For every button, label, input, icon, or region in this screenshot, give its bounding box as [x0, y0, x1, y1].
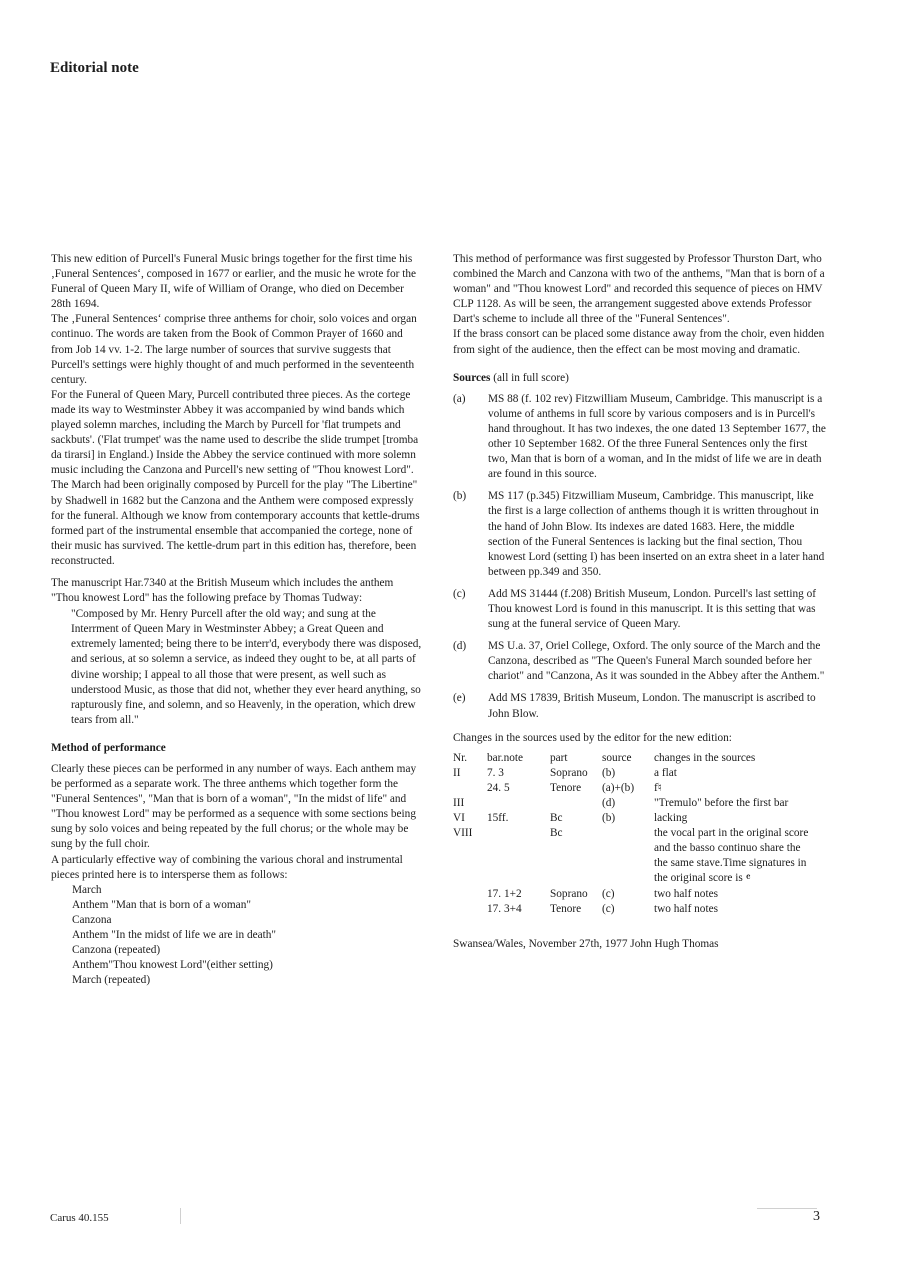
table-cell	[487, 796, 550, 811]
table-cell: Bc	[550, 827, 563, 840]
source-item	[453, 691, 829, 721]
table-cell: (c)	[602, 887, 615, 900]
table-cell: f♮	[654, 781, 662, 794]
column-header: Nr.	[453, 751, 468, 764]
source-item	[453, 392, 829, 483]
table-cell: II	[453, 766, 461, 779]
source-label: (a)	[453, 392, 466, 405]
table-cell: (b)	[602, 766, 616, 779]
table-cell: III	[453, 797, 465, 809]
sources-title: Sources	[453, 371, 491, 384]
sequence-intro: A particularly effective way of combining the various choral and instrumental pieces printed here is to intersperse them as follows:	[51, 853, 403, 881]
table-header-row	[453, 751, 814, 766]
column-header: changes in the sources	[654, 751, 756, 764]
intro-paragraph: This new edition of Purcell's Funeral Music brings together for the first time his ‚Funeral Sentences‘, composed in 1677 or earlier, and the music he wrote for the Funeral of Queen Mary II, wife of William of Orange, who died on December 28th 1694.	[51, 253, 417, 311]
method-paragraph: Clearly these pieces can be performed in any number of ways. Each anthem may be performed as a separate work. The three anthems which together form the "Funeral Sentences", "Man that is born of a woman", "In the midst of life" and "Thou knowest Lord" may be performed as a sequence with some sections being sung by solo voices and being repeated by the full chorus; or the whole may be sung by the full choir.	[51, 763, 417, 851]
table-cell: Tenore	[550, 781, 582, 794]
source-label: (e)	[453, 692, 466, 705]
footer-rule	[757, 1208, 817, 1209]
table-cell: Soprano	[550, 887, 588, 900]
table-cell: the vocal part in the original score and the basso continuo share the the same stave.Time signatures in the original score is 𝄴	[654, 827, 809, 885]
table-cell: two half notes	[654, 887, 719, 900]
source-text: MS 117 (p.345) Fitzwilliam Museum, Cambridge. This manuscript, like the first is a large collection of anthems though it is written throughout in the hand of John Blow. Its indexes are dated 1683. Here, the middle section of the Funeral Sentences is lacking but the final section, Thou knowest Lord (setting I) has been inserted on an extra sheet in a later hand between pp.349 and 350.	[488, 490, 825, 578]
source-item	[453, 489, 829, 580]
table-row	[453, 781, 814, 796]
right-column	[453, 252, 829, 952]
changes-intro: Changes in the sources used by the editor for the new edition:	[453, 731, 732, 744]
signature-line: Swansea/Wales, November 27th, 1977 John Hugh Thomas	[453, 937, 719, 950]
tudway-quote: "Composed by Mr. Henry Purcell after the old way; and sung at the Interrment of Queen Mary in Westminster Abbey; a Great Queen and extremely lamented; being there to be interr'd, everybody there was disposed, and serious, at so solemn a service, as indeed they ought to be, at all parts of divine worship; I appeal to all those that were present, as well such as understood Music, as those that did not, whether they ever heard anything, so rapturously fine, and solemn, and so Heavenly, in the operation, which drew tears from all."	[71, 608, 422, 726]
sequence-item: Anthem"Thou knowest Lord"(either setting)	[72, 959, 273, 972]
table-cell: Soprano	[550, 766, 588, 779]
table-row	[453, 826, 814, 886]
sequence-item: Anthem "Man that is born of a woman"	[72, 898, 251, 911]
source-text: MS 88 (f. 102 rev) Fitzwilliam Museum, Cambridge. This manuscript is a volume of anthems in full score by various composers and is in Purcell's hand throughout. It has two indexes, the one dated 13 September 1677, the other 10 September 1682. Of the three Funeral Sentences only the first two, Man that is born of a woman, and In the midst of life we are in death are found in this source.	[488, 392, 826, 481]
table-cell: (a)+(b)	[602, 781, 635, 794]
table-cell	[602, 826, 654, 886]
table-cell: VIII	[453, 827, 473, 840]
table-cell: 7. 3	[487, 766, 504, 779]
table-cell: Bc	[550, 812, 563, 825]
table-cell	[487, 826, 550, 886]
page-title: Editorial note	[50, 60, 139, 76]
table-cell	[453, 887, 487, 902]
footer-divider	[180, 1208, 181, 1224]
page-number: 3	[813, 1209, 820, 1224]
table-cell: a flat	[654, 766, 677, 779]
sequence-item: March (repeated)	[72, 974, 151, 987]
queen-mary-paragraph: For the Funeral of Queen Mary, Purcell contributed three pieces. As the cortege made its way to Westminster Abbey it was accompanied by wind bands which played solemn marches, including the March by Purcell for 'flat trumpets and sackbuts'. ('Flat trumpet' was the name used to describe the slide trumpet [tromba da tirarsi] in England.) Inside the Abbey the service continued with more solemn music including the Canzona and Purcell's new setting of "Thou knowest Lord". The March had been originally composed by Purcell for the play "The Libertine" by Shadwell in 1682 but the Canzona and the Anthem were composed expressly for the funeral. Although we know from contemporary accounts that kettle-drums formed part of the instrumental ensemble that accompanied the cortege, none of their music has survived. The kettle-drum part in this edition has, therefore, been reconstructed.	[51, 388, 420, 567]
sequence-item: Canzona	[72, 913, 112, 926]
catalog-number: Carus 40.155	[50, 1212, 109, 1224]
left-column	[51, 252, 423, 988]
source-label: (c)	[453, 587, 466, 600]
source-text: MS U.a. 37, Oriel College, Oxford. The only source of the March and the Canzona, described as "The Queen's Funeral March sounded before her chariot" and "Canzona, As it was sounded in the Abbey after the Anthem."	[488, 640, 825, 683]
table-cell: two half notes	[654, 902, 719, 915]
source-item	[453, 639, 829, 684]
sequence-item: March	[72, 883, 102, 896]
table-cell: "Tremulo" before the first bar	[654, 797, 789, 809]
sources-note: (all in full score)	[493, 371, 569, 384]
table-row	[453, 766, 814, 781]
method-heading: Method of performance	[51, 741, 166, 754]
source-label: (b)	[453, 490, 467, 503]
sources-list	[453, 392, 829, 722]
table-cell: (b)	[602, 812, 616, 825]
table-cell: VI	[453, 812, 465, 825]
sources-heading	[453, 371, 829, 386]
brass-paragraph: If the brass consort can be placed some distance away from the choir, even hidden from sight of the audience, then the effect can be most moving and dramatic.	[453, 328, 825, 356]
table-cell	[453, 902, 487, 917]
table-row	[453, 902, 814, 917]
sequence-item: Canzona (repeated)	[72, 944, 161, 957]
table-cell: (c)	[602, 902, 615, 915]
table-cell: lacking	[654, 812, 688, 825]
source-text: Add MS 31444 (f.208) British Museum, London. Purcell's last setting of Thou knowest Lord is found in this manuscript. It is this setting that was sung at the funeral service of Queen Mary.	[488, 587, 817, 631]
source-text: Add MS 17839, British Museum, London. The manuscript is ascribed to John Blow.	[488, 692, 816, 720]
table-cell: (d)	[602, 797, 616, 809]
table-cell	[453, 781, 487, 796]
table-cell: 17. 1+2	[487, 887, 522, 900]
column-header: bar.note	[487, 751, 524, 764]
table-row	[453, 887, 814, 902]
table-cell	[550, 796, 602, 811]
column-header: source	[602, 751, 632, 764]
table-cell: Tenore	[550, 902, 582, 915]
column-header: part	[550, 751, 568, 764]
source-item	[453, 587, 829, 632]
table-row	[453, 796, 814, 811]
sequence-item: Anthem "In the midst of life we are in death"	[72, 929, 277, 942]
changes-table	[453, 751, 814, 917]
table-cell: 24. 5	[487, 781, 510, 794]
table-cell: 17. 3+4	[487, 902, 522, 915]
performance-sequence	[72, 883, 423, 989]
dart-paragraph: This method of performance was first suggested by Professor Thurston Dart, who combined the March and Canzona with two of the anthems, "Man that is born of a woman" and "Thou knowest Lord" and recorded this sequence of pieces on HMV CLP 1128. As will be seen, the arrangement suggested above extends Professor Dart's scheme to include all three of the "Funeral Sentences".	[453, 253, 825, 326]
table-cell: 15ff.	[487, 812, 509, 825]
table-row	[453, 811, 814, 826]
funeral-sentences-paragraph: The ‚Funeral Sentences‘ comprise three anthems for choir, solo voices and organ continuo. The words are taken from the Book of Common Prayer of 1660 and from Job 14 vv. 1-2. The large number of sources that survive suggests that Purcell's settings were highly thought of and much performed in the seventeenth century.	[51, 313, 417, 386]
source-label: (d)	[453, 640, 467, 653]
manuscript-paragraph: The manuscript Har.7340 at the British Museum which includes the anthem "Thou knowest Lord" has the following preface by Thomas Tudway:	[51, 576, 394, 605]
